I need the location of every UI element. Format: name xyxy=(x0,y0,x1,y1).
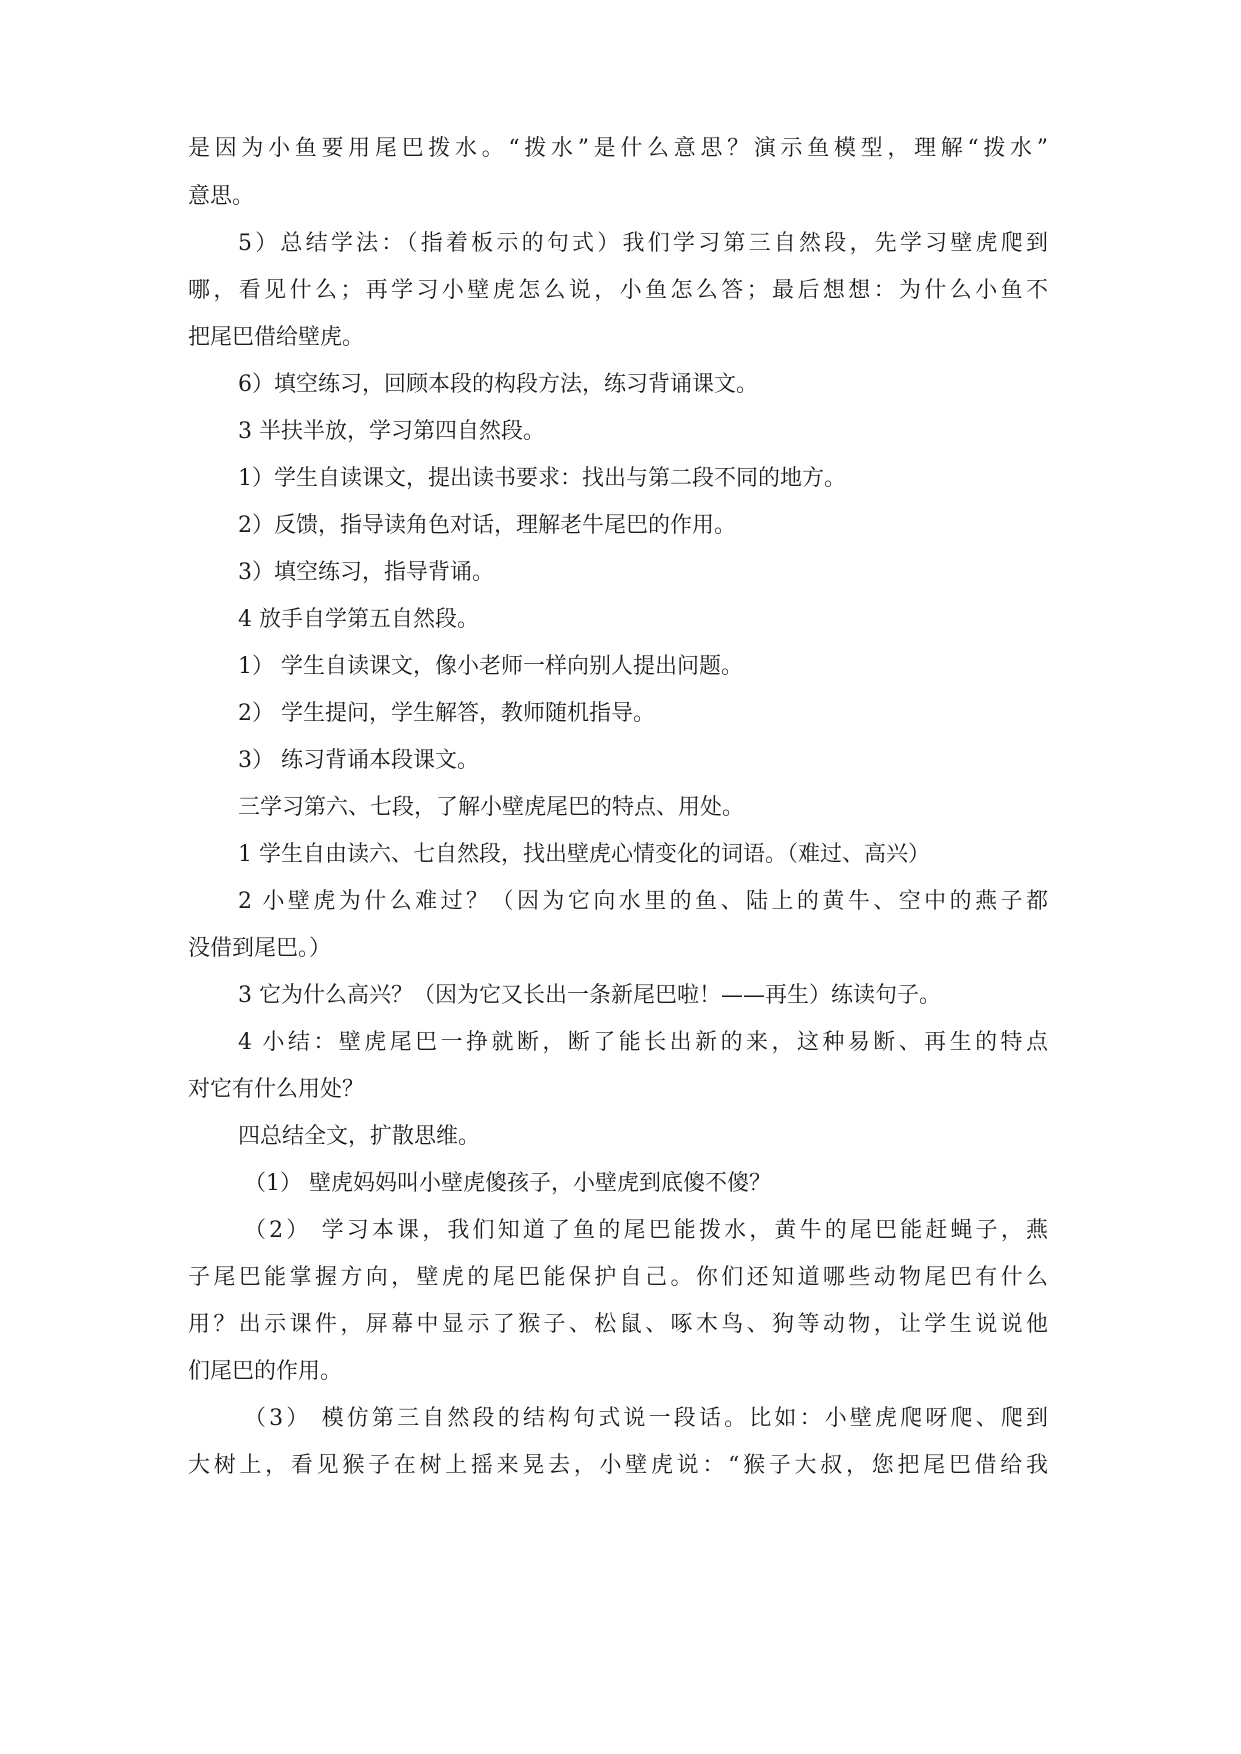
text-line: 2） 学生提问，学生解答，教师随机指导。 xyxy=(238,701,655,726)
text-line: 大树上，看见猴子在树上摇来晃去，小壁虎说：“猴子大叔，您把尾巴借给我 xyxy=(188,1453,1048,1478)
text-line: （2） 学习本课，我们知道了鱼的尾巴能拨水，黄牛的尾巴能赶蝇子，燕 xyxy=(244,1218,1048,1243)
text-line: 三学习第六、七段，了解小壁虎尾巴的特点、用处。 xyxy=(238,795,745,820)
text-line: 没借到尾巴。） xyxy=(188,936,332,961)
text-line: 5）总结学法：（指着板示的句式）我们学习第三自然段，先学习壁虎爬到 xyxy=(238,231,1048,256)
text-line: 对它有什么用处？ xyxy=(188,1077,365,1102)
text-line: 2）反馈，指导读角色对话，理解老牛尾巴的作用。 xyxy=(238,513,736,538)
text-line: 6）填空练习，回顾本段的构段方法，练习背诵课文。 xyxy=(238,372,758,397)
text-line: 3 半扶半放，学习第四自然段。 xyxy=(238,419,545,444)
text-line: 们尾巴的作用。 xyxy=(188,1359,343,1384)
text-line: （3） 模仿第三自然段的结构句式说一段话。比如：小壁虎爬呀爬、爬到 xyxy=(244,1406,1048,1431)
text-line: 3）填空练习，指导背诵。 xyxy=(238,560,494,585)
text-line: 4 小结：壁虎尾巴一挣就断，断了能长出新的来，这种易断、再生的特点 xyxy=(238,1030,1048,1055)
text-line: 2 小壁虎为什么难过？（因为它向水里的鱼、陆上的黄牛、空中的燕子都 xyxy=(238,889,1048,914)
text-line: 是因为小鱼要用尾巴拨水。“拨水”是什么意思？演示鱼模型，理解“拨水” xyxy=(188,136,1048,161)
text-line: 意思。 xyxy=(188,184,255,209)
text-line: 用？出示课件，屏幕中显示了猴子、松鼠、啄木鸟、狗等动物，让学生说说他 xyxy=(188,1312,1048,1337)
text-line: 哪，看见什么；再学习小壁虎怎么说，小鱼怎么答；最后想想：为什么小鱼不 xyxy=(188,278,1048,303)
text-line: 3） 练习背诵本段课文。 xyxy=(238,748,479,773)
text-line: 3 它为什么高兴？（因为它又长出一条新尾巴啦！——再生）练读句子。 xyxy=(238,983,941,1008)
text-line: 1）学生自读课文，提出读书要求：找出与第二段不同的地方。 xyxy=(238,466,846,491)
text-line: 1 学生自由读六、七自然段，找出壁虎心情变化的词语。（难过、高兴） xyxy=(238,842,930,867)
text-line: 四总结全文，扩散思维。 xyxy=(238,1124,481,1149)
text-line: 子尾巴能掌握方向，壁虎的尾巴能保护自己。你们还知道哪些动物尾巴有什么 xyxy=(188,1265,1048,1290)
text-line: （1） 壁虎妈妈叫小壁虎傻孩子，小壁虎到底傻不傻？ xyxy=(244,1171,771,1196)
text-line: 把尾巴借给壁虎。 xyxy=(188,325,365,350)
text-line: 4 放手自学第五自然段。 xyxy=(238,607,479,632)
text-line: 1） 学生自读课文，像小老师一样向别人提出问题。 xyxy=(238,654,743,679)
